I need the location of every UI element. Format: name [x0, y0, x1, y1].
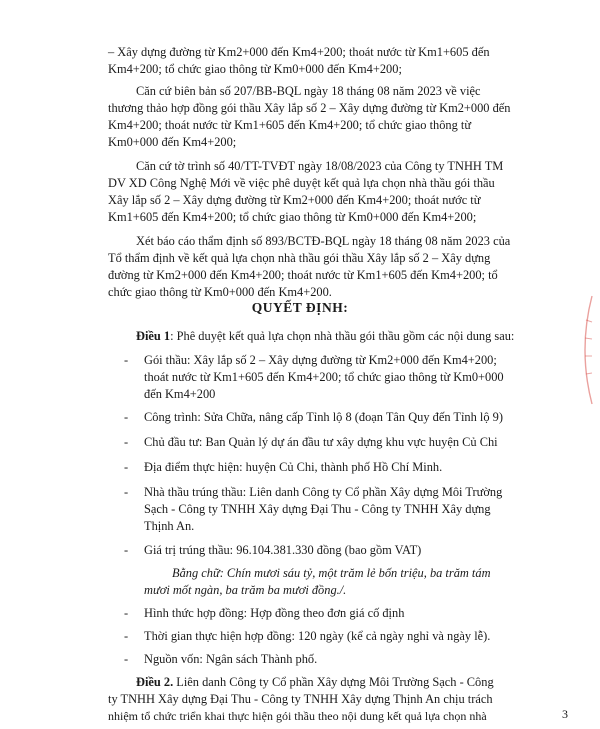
text-line: Km4+200; tổ chức giao thông từ Km0+000 đến Km4+200;: [108, 62, 402, 76]
bullet-dash: -: [124, 629, 129, 643]
bullet-text: Chủ đầu tư: Ban Quản lý dự án đầu tư xây dựng khu vực huyện Củ Chi: [144, 435, 498, 449]
bullet-text: đến Km4+200: [144, 387, 216, 401]
bullet-text: Địa điểm thực hiện: huyện Củ Chi, thành phố Hồ Chí Minh.: [144, 460, 443, 474]
article-2-label: Điều 2.: [136, 675, 174, 689]
bullet-text: Công trình: Sửa Chữa, nâng cấp Tỉnh lộ 8 (đoạn Tân Quy đến Tỉnh lộ 9): [144, 410, 503, 424]
bullet-dash: -: [124, 410, 129, 424]
text-line: Km4+200; thoát nước từ Km1+605 đến Km4+200; tổ chức giao thông từ: [108, 118, 472, 132]
bullet-text: Sạch - Công ty TNHH Xây dựng Đại Thu - Công ty TNHH Xây dựng: [144, 502, 491, 516]
bullet-dash: -: [124, 652, 129, 666]
text-line: Tổ thẩm định về kết quả lựa chọn nhà thầu gói thầu Xây lắp số 2 – Xây dựng: [108, 251, 491, 265]
article-2-text: Liên danh Công ty Cổ phần Xây dựng Môi Trường Sạch - Công: [173, 675, 494, 689]
amount-in-words: Bằng chữ: Chín mươi sáu tỷ, một trăm lẻ bốn triệu, ba trăm tám: [172, 566, 491, 580]
decision-heading: QUYẾT ĐỊNH:: [251, 300, 349, 315]
bullet-text: Nguồn vốn: Ngân sách Thành phố.: [144, 652, 318, 666]
text-line: thương thảo hợp đồng gói thầu Xây lắp số 2 – Xây dựng đường từ Km2+000 đến: [108, 101, 511, 115]
text-line: Km1+605 đến Km4+200; tổ chức giao thông từ Km0+000 đến Km4+200;: [108, 210, 477, 224]
text-line: Xây lắp số 2 – Xây dựng đường từ Km2+000 đến Km4+200; thoát nước từ: [108, 193, 481, 207]
text-line: chức giao thông từ Km0+000 đến Km4+200.: [108, 285, 332, 299]
page-number: 3: [562, 707, 568, 721]
bullet-text: Hình thức hợp đồng: Hợp đồng theo đơn giá cố định: [144, 606, 405, 620]
bullet-dash: -: [124, 606, 129, 620]
bullet-dash: -: [124, 460, 129, 474]
bullet-dash: -: [124, 435, 129, 449]
text-line: Km0+000 đến Km4+200;: [108, 135, 237, 149]
bullet-text: Thịnh An.: [144, 519, 195, 533]
bullet-text: Nhà thầu trúng thầu: Liên danh Công ty Cổ phần Xây dựng Môi Trường: [144, 485, 503, 499]
text-line: DV XD Công Nghệ Mới về việc phê duyệt kết quả lựa chọn nhà thầu gói thầu: [108, 176, 495, 190]
text-line: Xét báo cáo thẩm định số 893/BCTĐ-BQL ngày 18 tháng 08 năm 2023 của: [136, 234, 511, 248]
text-line: Căn cứ biên bản số 207/BB-BQL ngày 18 tháng 08 năm 2023 về việc: [136, 84, 481, 98]
bullet-dash: -: [124, 353, 129, 367]
bullet-text: Gói thầu: Xây lắp số 2 – Xây dựng đường từ Km2+000 đến Km4+200;: [144, 353, 497, 367]
text-line: ty TNHH Xây dựng Đại Thu - Công ty TNHH Xây dựng Thịnh An chịu trách: [108, 692, 493, 706]
bullet-dash: -: [124, 485, 129, 499]
article-1-text: : Phê duyệt kết quả lựa chọn nhà thầu gói thầu gồm các nội dung sau:: [170, 329, 515, 343]
amount-in-words: mươi mốt ngàn, ba trăm ba mươi đồng./.: [144, 583, 347, 597]
bullet-dash: -: [124, 543, 129, 557]
text-line: đường từ Km2+000 đến Km4+200; thoát nước từ Km1+605 đến Km4+200; tổ: [108, 268, 498, 282]
bullet-text: thoát nước từ Km1+605 đến Km4+200; tổ chức giao thông từ Km0+000: [144, 370, 504, 384]
article-1-label: Điều 1: [136, 329, 171, 343]
seal-fragment: [572, 290, 598, 410]
article-1: [136, 328, 514, 344]
bullet-text: Thời gian thực hiện hợp đồng: 120 ngày (kể cả ngày nghỉ và ngày lễ).: [144, 629, 491, 643]
text-line: nhiệm tổ chức triển khai thực hiện gói thầu theo nội dung kết quả lựa chọn nhà: [108, 709, 487, 723]
article-2: [136, 674, 494, 690]
text-line: – Xây dựng đường từ Km2+000 đến Km4+200; thoát nước từ Km1+605 đến: [108, 45, 490, 59]
text-line: Căn cứ tờ trình số 40/TT-TVĐT ngày 18/08/2023 của Công ty TNHH TM: [136, 159, 504, 173]
bullet-text: Giá trị trúng thầu: 96.104.381.330 đồng (bao gồm VAT): [144, 543, 422, 557]
